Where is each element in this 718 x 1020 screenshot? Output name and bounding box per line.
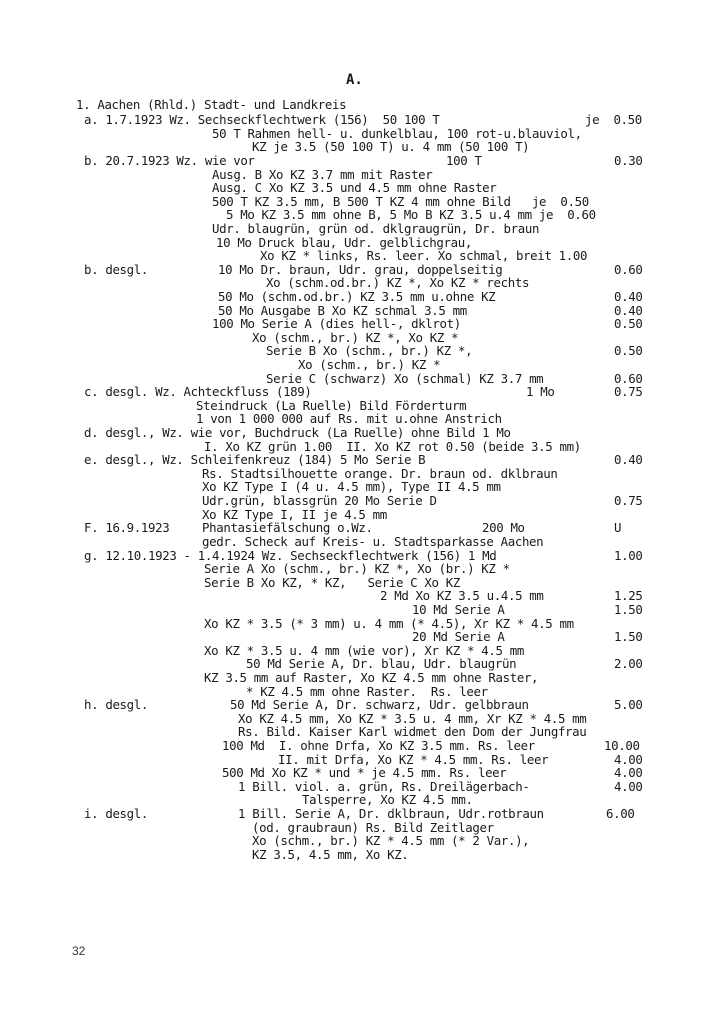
text-line: 1 Mo — [526, 384, 555, 399]
text-line: Ausg. C Xo KZ 3.5 und 4.5 mm ohne Raster — [212, 180, 497, 195]
text-line: KZ je 3.5 (50 100 T) u. 4 mm (50 100 T) — [252, 139, 530, 154]
text-line: 0.75 — [614, 493, 643, 508]
text-line: Steindruck (La Ruelle) Bild Förderturm — [196, 398, 467, 413]
text-line: 2.00 — [614, 656, 643, 671]
text-line: 50 Md Serie A, Dr. schwarz, Udr. gelbbraun — [230, 697, 529, 712]
text-line: 1 Bill. Serie A, Dr. dklbraun, Udr.rotbraun — [238, 806, 544, 821]
text-line: 50 T Rahmen hell- u. dunkelblau, 100 rot-u.blauviol, — [212, 126, 582, 141]
text-line: Xo (schm., br.) KZ * — [298, 357, 441, 372]
text-line: g. 12.10.1923 - 1.4.1924 Wz. Sechseckflechtwerk (156) 1 Md — [84, 548, 497, 563]
text-line: Ausg. B Xo KZ 3.7 mm mit Raster — [212, 167, 433, 182]
text-line: 10 Mo Druck blau, Udr. gelblichgrau, — [216, 235, 472, 250]
text-line: e. desgl., Wz. Schleifenkreuz (184) 5 Mo Serie B — [84, 452, 426, 467]
text-line: KZ 3.5 mm auf Raster, Xo KZ 4.5 mm ohne Raster, — [204, 670, 539, 685]
text-line: 1.50 — [614, 602, 643, 617]
text-line: U — [614, 520, 622, 535]
section-header: A. — [346, 72, 363, 88]
text-line: 0.75 — [614, 384, 643, 399]
text-line: Rs. Stadtsilhouette orange. Dr. braun od. dklbraun — [202, 466, 558, 481]
text-line: Xo (schm., br.) KZ *, Xo KZ * — [252, 330, 459, 345]
text-line: KZ 3.5, 4.5 mm, Xo KZ. — [252, 847, 409, 862]
text-line: Serie A Xo (schm., br.) KZ *, Xo (br.) KZ * — [204, 561, 510, 576]
text-line: 0.30 — [614, 153, 643, 168]
text-line: 50 Mo (schm.od.br.) KZ 3.5 mm u.ohne KZ — [218, 289, 496, 304]
text-line: Xo (schm., br.) KZ * 4.5 mm (* 2 Var.), — [252, 833, 530, 848]
text-line: Xo KZ * 3.5 (* 3 mm) u. 4 mm (* 4.5), Xr KZ * 4.5 mm — [204, 616, 574, 631]
text-line: 1. Aachen (Rhld.) Stadt- und Landkreis — [76, 97, 347, 112]
text-line: 1.25 — [614, 588, 643, 603]
text-line: Serie B Xo (schm., br.) KZ *, — [266, 343, 473, 358]
text-line: 200 Mo — [482, 520, 525, 535]
text-line: 4.00 — [614, 752, 643, 767]
text-line: Xo KZ Type I (4 u. 4.5 mm), Type II 4.5 mm — [202, 479, 501, 494]
text-line: Talsperre, Xo KZ 4.5 mm. — [302, 792, 473, 807]
text-line: Serie C (schwarz) Xo (schmal) KZ 3.7 mm — [266, 371, 544, 386]
text-line: Serie B Xo KZ, * KZ, Serie C Xo KZ — [204, 575, 460, 590]
text-line: 0.60 — [614, 262, 643, 277]
text-line: 0.40 — [614, 303, 643, 318]
text-line: 4.00 — [614, 765, 643, 780]
text-line: 5.00 — [614, 697, 643, 712]
text-line: a. 1.7.1923 Wz. Sechseckflechtwerk (156) 50 100 T — [84, 112, 440, 127]
text-line: F. 16.9.1923 — [84, 520, 170, 535]
text-line: I. Xo KZ grün 1.00 II. Xo KZ rot 0.50 (beide 3.5 mm) — [204, 439, 581, 454]
text-line: 1.50 — [614, 629, 643, 644]
text-line: Xo (schm.od.br.) KZ *, Xo KZ * rechts — [266, 275, 530, 290]
text-line: h. desgl. — [84, 697, 148, 712]
text-line: Phantasiefälschung o.Wz. — [202, 520, 373, 535]
text-line: 0.50 — [614, 316, 643, 331]
text-line: 0.50 — [614, 343, 643, 358]
text-line: je 0.50 — [585, 112, 642, 127]
text-line: 0.40 — [614, 289, 643, 304]
page-number: 32 — [72, 944, 86, 958]
text-line: Xo KZ * 3.5 u. 4 mm (wie vor), Xr KZ * 4.5 mm — [204, 643, 524, 658]
text-line: i. desgl. — [84, 806, 148, 821]
text-line: 1 Bill. viol. a. grün, Rs. Dreilägerbach- — [238, 779, 530, 794]
text-line: 1 von 1 000 000 auf Rs. mit u.ohne Anstrich — [196, 411, 502, 426]
text-line: 2 Md Xo KZ 3.5 u.4.5 mm — [380, 588, 544, 603]
text-line: 100 Md I. ohne Drfa, Xo KZ 3.5 mm. Rs. leer — [222, 738, 535, 753]
text-line: 500 T KZ 3.5 mm, B 500 T KZ 4 mm ohne Bild je 0.50 — [212, 194, 589, 209]
text-line: d. desgl., Wz. wie vor, Buchdruck (La Ruelle) ohne Bild 1 Mo — [84, 425, 511, 440]
text-line: 50 Md Serie A, Dr. blau, Udr. blaugrün — [246, 656, 517, 671]
text-line: 10 Mo Dr. braun, Udr. grau, doppelseitig — [218, 262, 503, 277]
text-line: (od. graubraun) Rs. Bild Zeitlager — [252, 820, 494, 835]
text-line: * KZ 4.5 mm ohne Raster. Rs. leer — [246, 684, 488, 699]
text-line: 0.40 — [614, 452, 643, 467]
text-line: Xo KZ Type I, II je 4.5 mm — [202, 507, 387, 522]
text-line: Xo KZ 4.5 mm, Xo KZ * 3.5 u. 4 mm, Xr KZ * 4.5 mm — [238, 711, 587, 726]
text-line: II. mit Drfa, Xo KZ * 4.5 mm. Rs. leer — [278, 752, 549, 767]
text-line: Udr. blaugrün, grün od. dklgraugrün, Dr. braun — [212, 221, 540, 236]
text-line: 50 Mo Ausgabe B Xo KZ schmal 3.5 mm — [218, 303, 467, 318]
text-line: b. desgl. — [84, 262, 148, 277]
text-line: 100 Mo Serie A (dies hell-, dklrot) — [212, 316, 461, 331]
text-line: 20 Md Serie A — [412, 629, 505, 644]
text-line: 6.00 — [606, 806, 635, 821]
text-line: c. desgl. Wz. Achteckfluss (189) — [84, 384, 312, 399]
text-line: Rs. Bild. Kaiser Karl widmet den Dom der Jungfrau — [238, 724, 587, 739]
text-line: Xo KZ * links, Rs. leer. Xo schmal, breit 1.00 — [260, 248, 588, 263]
text-line: 1.00 — [614, 548, 643, 563]
text-line: 10 Md Serie A — [412, 602, 505, 617]
text-line: 5 Mo KZ 3.5 mm ohne B, 5 Mo B KZ 3.5 u.4 mm je 0.60 — [226, 207, 596, 222]
text-line: gedr. Scheck auf Kreis- u. Stadtsparkasse Aachen — [202, 534, 544, 549]
text-line: b. 20.7.1923 Wz. wie vor — [84, 153, 255, 168]
text-line: 4.00 — [614, 779, 643, 794]
text-line: Udr.grün, blassgrün 20 Mo Serie D — [202, 493, 437, 508]
text-line: 0.60 — [614, 371, 643, 386]
text-line: 100 T — [446, 153, 482, 168]
text-line: 10.00 — [604, 738, 640, 753]
text-line: 500 Md Xo KZ * und * je 4.5 mm. Rs. leer — [222, 765, 507, 780]
